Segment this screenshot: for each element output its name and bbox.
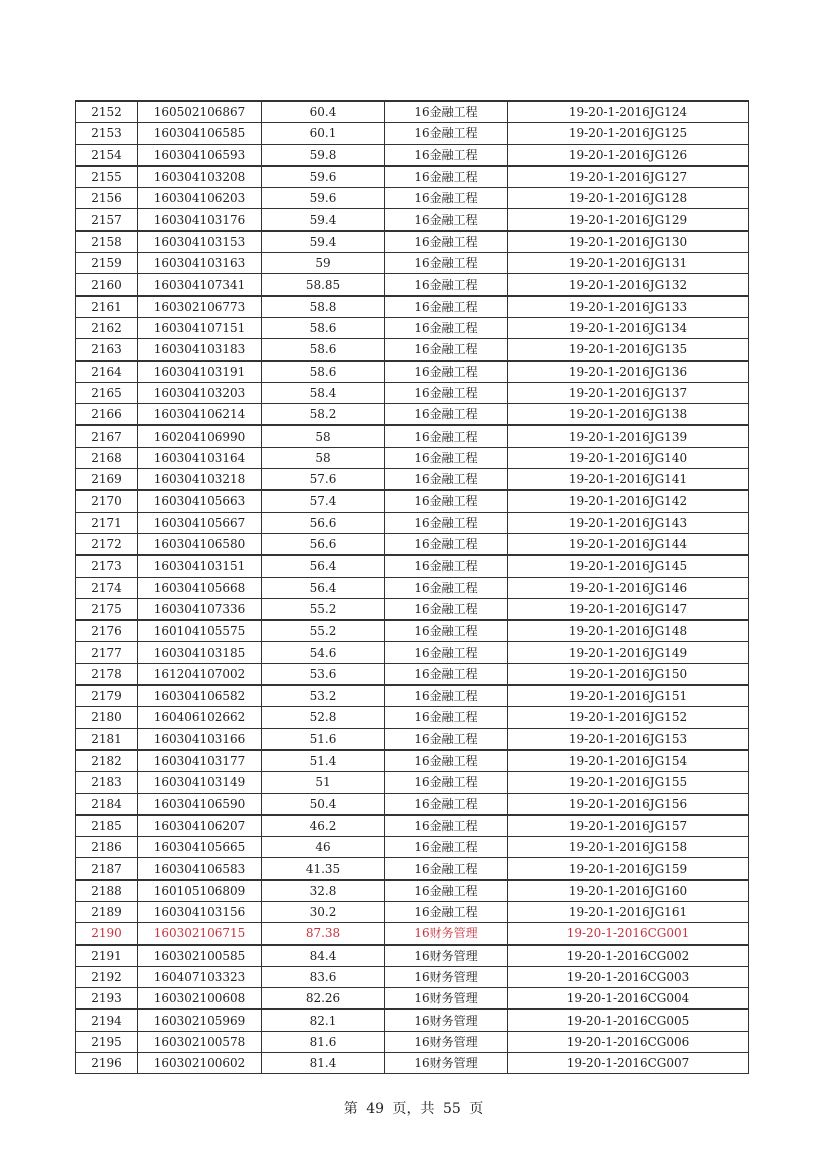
record-code-cell: 19-20-1-2016JG159 bbox=[508, 858, 749, 880]
major-class-cell: 16金融工程 bbox=[385, 772, 508, 793]
table-row bbox=[76, 598, 749, 620]
student-id-cell: 160304103166 bbox=[138, 728, 262, 750]
table-row bbox=[76, 512, 749, 533]
table-row bbox=[76, 707, 749, 728]
record-code-cell: 19-20-1-2016JG132 bbox=[508, 274, 749, 296]
row-number-cell: 2164 bbox=[76, 361, 138, 383]
major-class-cell: 16金融工程 bbox=[385, 728, 508, 750]
table-row bbox=[76, 923, 749, 945]
row-number-cell: 2196 bbox=[76, 1053, 138, 1074]
row-number-cell: 2168 bbox=[76, 447, 138, 468]
table-row bbox=[76, 988, 749, 1010]
major-class-cell: 16金融工程 bbox=[385, 317, 508, 338]
table-row bbox=[76, 750, 749, 772]
row-number-cell: 2188 bbox=[76, 880, 138, 902]
major-class-cell: 16金融工程 bbox=[385, 901, 508, 922]
student-id-cell: 160104105575 bbox=[138, 620, 262, 642]
score-cell: 50.4 bbox=[262, 793, 385, 815]
row-number-cell: 2191 bbox=[76, 945, 138, 967]
score-cell: 60.1 bbox=[262, 123, 385, 144]
score-cell: 58.6 bbox=[262, 339, 385, 361]
row-number-cell: 2186 bbox=[76, 837, 138, 858]
record-code-cell: 19-20-1-2016JG129 bbox=[508, 209, 749, 231]
record-code-cell: 19-20-1-2016JG144 bbox=[508, 533, 749, 555]
score-cell: 58.2 bbox=[262, 404, 385, 426]
student-id-cell: 160304106593 bbox=[138, 144, 262, 166]
major-class-cell: 16金融工程 bbox=[385, 707, 508, 728]
record-code-cell: 19-20-1-2016JG137 bbox=[508, 382, 749, 403]
student-id-cell: 160304103163 bbox=[138, 253, 262, 274]
score-cell: 59.8 bbox=[262, 144, 385, 166]
student-id-cell: 160304105665 bbox=[138, 837, 262, 858]
row-number-cell: 2189 bbox=[76, 901, 138, 922]
row-number-cell: 2184 bbox=[76, 793, 138, 815]
score-cell: 59.4 bbox=[262, 231, 385, 253]
major-class-cell: 16财务管理 bbox=[385, 988, 508, 1010]
student-id-cell: 160304107151 bbox=[138, 317, 262, 338]
score-cell: 59 bbox=[262, 253, 385, 274]
student-id-cell: 160304106590 bbox=[138, 793, 262, 815]
row-number-cell: 2154 bbox=[76, 144, 138, 166]
record-code-cell: 19-20-1-2016CG007 bbox=[508, 1053, 749, 1074]
student-id-cell: 160304103176 bbox=[138, 209, 262, 231]
row-number-cell: 2158 bbox=[76, 231, 138, 253]
student-id-cell: 160204106990 bbox=[138, 425, 262, 447]
student-id-cell: 160304106582 bbox=[138, 685, 262, 707]
student-id-cell: 160304105668 bbox=[138, 577, 262, 598]
record-code-cell: 19-20-1-2016CG002 bbox=[508, 945, 749, 967]
table-row bbox=[76, 837, 749, 858]
table-row bbox=[76, 209, 749, 231]
student-id-cell: 160302100578 bbox=[138, 1031, 262, 1052]
student-id-cell: 160304107336 bbox=[138, 598, 262, 620]
major-class-cell: 16金融工程 bbox=[385, 188, 508, 209]
row-number-cell: 2190 bbox=[76, 923, 138, 945]
row-number-cell: 2192 bbox=[76, 966, 138, 987]
row-number-cell: 2161 bbox=[76, 296, 138, 318]
table-row bbox=[76, 469, 749, 491]
row-number-cell: 2172 bbox=[76, 533, 138, 555]
score-cell: 87.38 bbox=[262, 923, 385, 945]
row-number-cell: 2177 bbox=[76, 642, 138, 663]
table-row bbox=[76, 642, 749, 663]
score-cell: 81.4 bbox=[262, 1053, 385, 1074]
row-number-cell: 2180 bbox=[76, 707, 138, 728]
score-cell: 58 bbox=[262, 425, 385, 447]
major-class-cell: 16金融工程 bbox=[385, 837, 508, 858]
record-code-cell: 19-20-1-2016JG142 bbox=[508, 490, 749, 512]
major-class-cell: 16金融工程 bbox=[385, 577, 508, 598]
table-row bbox=[76, 296, 749, 318]
student-id-cell: 160304103177 bbox=[138, 750, 262, 772]
student-id-cell: 160304103208 bbox=[138, 166, 262, 188]
student-id-cell: 160304106583 bbox=[138, 858, 262, 880]
student-id-cell: 160304106580 bbox=[138, 533, 262, 555]
table-row bbox=[76, 123, 749, 144]
major-class-cell: 16金融工程 bbox=[385, 750, 508, 772]
major-class-cell: 16金融工程 bbox=[385, 144, 508, 166]
record-code-cell: 19-20-1-2016JG136 bbox=[508, 361, 749, 383]
score-cell: 53.6 bbox=[262, 663, 385, 685]
table-row bbox=[76, 901, 749, 922]
student-id-cell: 160304107341 bbox=[138, 274, 262, 296]
student-id-cell: 160304103185 bbox=[138, 642, 262, 663]
table-row bbox=[76, 447, 749, 468]
record-code-cell: 19-20-1-2016JG155 bbox=[508, 772, 749, 793]
table-row bbox=[76, 144, 749, 166]
table-row bbox=[76, 533, 749, 555]
record-code-cell: 19-20-1-2016JG141 bbox=[508, 469, 749, 491]
row-number-cell: 2156 bbox=[76, 188, 138, 209]
score-cell: 83.6 bbox=[262, 966, 385, 987]
student-id-cell: 160105106809 bbox=[138, 880, 262, 902]
row-number-cell: 2170 bbox=[76, 490, 138, 512]
student-id-cell: 161204107002 bbox=[138, 663, 262, 685]
record-code-cell: 19-20-1-2016JG147 bbox=[508, 598, 749, 620]
student-id-cell: 160304105663 bbox=[138, 490, 262, 512]
score-cell: 82.26 bbox=[262, 988, 385, 1010]
major-class-cell: 16金融工程 bbox=[385, 793, 508, 815]
major-class-cell: 16金融工程 bbox=[385, 512, 508, 533]
table-row bbox=[76, 382, 749, 403]
student-id-cell: 160302105969 bbox=[138, 1009, 262, 1031]
major-class-cell: 16金融工程 bbox=[385, 880, 508, 902]
student-id-cell: 160302100585 bbox=[138, 945, 262, 967]
student-id-cell: 160304103164 bbox=[138, 447, 262, 468]
table-row bbox=[76, 577, 749, 598]
student-id-cell: 160407103323 bbox=[138, 966, 262, 987]
row-number-cell: 2182 bbox=[76, 750, 138, 772]
table-row bbox=[76, 858, 749, 880]
score-cell: 58.6 bbox=[262, 361, 385, 383]
major-class-cell: 16金融工程 bbox=[385, 166, 508, 188]
row-number-cell: 2169 bbox=[76, 469, 138, 491]
row-number-cell: 2157 bbox=[76, 209, 138, 231]
score-cell: 32.8 bbox=[262, 880, 385, 902]
record-code-cell: 19-20-1-2016CG005 bbox=[508, 1009, 749, 1031]
row-number-cell: 2171 bbox=[76, 512, 138, 533]
score-cell: 82.1 bbox=[262, 1009, 385, 1031]
record-code-cell: 19-20-1-2016JG160 bbox=[508, 880, 749, 902]
table-row bbox=[76, 815, 749, 837]
score-cell: 59.4 bbox=[262, 209, 385, 231]
record-code-cell: 19-20-1-2016JG151 bbox=[508, 685, 749, 707]
score-cell: 41.35 bbox=[262, 858, 385, 880]
student-id-cell: 160302100602 bbox=[138, 1053, 262, 1074]
row-number-cell: 2183 bbox=[76, 772, 138, 793]
table-row bbox=[76, 188, 749, 209]
student-id-cell: 160304106214 bbox=[138, 404, 262, 426]
table-row bbox=[76, 620, 749, 642]
row-number-cell: 2193 bbox=[76, 988, 138, 1010]
student-id-cell: 160304103153 bbox=[138, 231, 262, 253]
score-cell: 60.4 bbox=[262, 101, 385, 123]
row-number-cell: 2194 bbox=[76, 1009, 138, 1031]
major-class-cell: 16金融工程 bbox=[385, 296, 508, 318]
row-number-cell: 2175 bbox=[76, 598, 138, 620]
score-cell: 58.8 bbox=[262, 296, 385, 318]
score-cell: 57.6 bbox=[262, 469, 385, 491]
record-code-cell: 19-20-1-2016JG138 bbox=[508, 404, 749, 426]
record-code-cell: 19-20-1-2016JG148 bbox=[508, 620, 749, 642]
table-row bbox=[76, 490, 749, 512]
table-row bbox=[76, 1031, 749, 1052]
record-code-cell: 19-20-1-2016JG149 bbox=[508, 642, 749, 663]
table-row bbox=[76, 166, 749, 188]
row-number-cell: 2179 bbox=[76, 685, 138, 707]
student-id-cell: 160406102662 bbox=[138, 707, 262, 728]
row-number-cell: 2166 bbox=[76, 404, 138, 426]
major-class-cell: 16金融工程 bbox=[385, 253, 508, 274]
major-class-cell: 16金融工程 bbox=[385, 555, 508, 577]
major-class-cell: 16财务管理 bbox=[385, 1031, 508, 1052]
record-code-cell: 19-20-1-2016JG154 bbox=[508, 750, 749, 772]
score-cell: 30.2 bbox=[262, 901, 385, 922]
record-code-cell: 19-20-1-2016JG130 bbox=[508, 231, 749, 253]
row-number-cell: 2152 bbox=[76, 101, 138, 123]
row-number-cell: 2155 bbox=[76, 166, 138, 188]
major-class-cell: 16金融工程 bbox=[385, 620, 508, 642]
record-code-cell: 19-20-1-2016JG150 bbox=[508, 663, 749, 685]
table-row bbox=[76, 966, 749, 987]
major-class-cell: 16财务管理 bbox=[385, 1053, 508, 1074]
record-code-cell: 19-20-1-2016JG152 bbox=[508, 707, 749, 728]
page-footer: 第 49 页，共 55 页 bbox=[343, 1101, 484, 1117]
score-cell: 52.8 bbox=[262, 707, 385, 728]
major-class-cell: 16金融工程 bbox=[385, 598, 508, 620]
student-id-cell: 160304103218 bbox=[138, 469, 262, 491]
record-code-cell: 19-20-1-2016JG134 bbox=[508, 317, 749, 338]
major-class-cell: 16金融工程 bbox=[385, 663, 508, 685]
student-id-cell: 160302106773 bbox=[138, 296, 262, 318]
table-row bbox=[76, 1009, 749, 1031]
major-class-cell: 16金融工程 bbox=[385, 231, 508, 253]
score-cell: 55.2 bbox=[262, 620, 385, 642]
table-row bbox=[76, 274, 749, 296]
student-id-cell: 160302100608 bbox=[138, 988, 262, 1010]
student-id-cell: 160304105667 bbox=[138, 512, 262, 533]
major-class-cell: 16金融工程 bbox=[385, 469, 508, 491]
major-class-cell: 16金融工程 bbox=[385, 123, 508, 144]
score-cell: 58.4 bbox=[262, 382, 385, 403]
record-code-cell: 19-20-1-2016JG158 bbox=[508, 837, 749, 858]
student-id-cell: 160304106207 bbox=[138, 815, 262, 837]
major-class-cell: 16金融工程 bbox=[385, 404, 508, 426]
student-id-cell: 160304106203 bbox=[138, 188, 262, 209]
student-id-cell: 160304103183 bbox=[138, 339, 262, 361]
major-class-cell: 16金融工程 bbox=[385, 425, 508, 447]
row-number-cell: 2181 bbox=[76, 728, 138, 750]
student-id-cell: 160302106715 bbox=[138, 923, 262, 945]
row-number-cell: 2163 bbox=[76, 339, 138, 361]
score-cell: 58 bbox=[262, 447, 385, 468]
major-class-cell: 16金融工程 bbox=[385, 101, 508, 123]
record-code-cell: 19-20-1-2016JG153 bbox=[508, 728, 749, 750]
record-code-cell: 19-20-1-2016JG135 bbox=[508, 339, 749, 361]
record-code-cell: 19-20-1-2016JG145 bbox=[508, 555, 749, 577]
record-code-cell: 19-20-1-2016CG001 bbox=[508, 923, 749, 945]
major-class-cell: 16金融工程 bbox=[385, 533, 508, 555]
score-cell: 56.4 bbox=[262, 577, 385, 598]
major-class-cell: 16金融工程 bbox=[385, 815, 508, 837]
score-cell: 55.2 bbox=[262, 598, 385, 620]
score-cell: 56.6 bbox=[262, 512, 385, 533]
record-code-cell: 19-20-1-2016CG004 bbox=[508, 988, 749, 1010]
record-code-cell: 19-20-1-2016JG157 bbox=[508, 815, 749, 837]
major-class-cell: 16金融工程 bbox=[385, 209, 508, 231]
score-cell: 56.6 bbox=[262, 533, 385, 555]
score-cell: 58.6 bbox=[262, 317, 385, 338]
row-number-cell: 2165 bbox=[76, 382, 138, 403]
row-number-cell: 2195 bbox=[76, 1031, 138, 1052]
major-class-cell: 16金融工程 bbox=[385, 858, 508, 880]
score-cell: 56.4 bbox=[262, 555, 385, 577]
major-class-cell: 16金融工程 bbox=[385, 642, 508, 663]
student-id-cell: 160304103156 bbox=[138, 901, 262, 922]
table-row bbox=[76, 231, 749, 253]
row-number-cell: 2160 bbox=[76, 274, 138, 296]
student-id-cell: 160304103191 bbox=[138, 361, 262, 383]
row-number-cell: 2185 bbox=[76, 815, 138, 837]
row-number-cell: 2167 bbox=[76, 425, 138, 447]
table-row bbox=[76, 728, 749, 750]
record-code-cell: 19-20-1-2016JG156 bbox=[508, 793, 749, 815]
major-class-cell: 16金融工程 bbox=[385, 490, 508, 512]
table-row bbox=[76, 555, 749, 577]
record-code-cell: 19-20-1-2016JG126 bbox=[508, 144, 749, 166]
table-row bbox=[76, 945, 749, 967]
major-class-cell: 16财务管理 bbox=[385, 1009, 508, 1031]
student-id-cell: 160304106585 bbox=[138, 123, 262, 144]
row-number-cell: 2162 bbox=[76, 317, 138, 338]
student-id-cell: 160304103151 bbox=[138, 555, 262, 577]
major-class-cell: 16金融工程 bbox=[385, 339, 508, 361]
score-cell: 58.85 bbox=[262, 274, 385, 296]
major-class-cell: 16财务管理 bbox=[385, 945, 508, 967]
record-code-cell: 19-20-1-2016JG146 bbox=[508, 577, 749, 598]
table-row bbox=[76, 425, 749, 447]
record-code-cell: 19-20-1-2016JG143 bbox=[508, 512, 749, 533]
student-id-cell: 160502106867 bbox=[138, 101, 262, 123]
row-number-cell: 2174 bbox=[76, 577, 138, 598]
table-row bbox=[76, 880, 749, 902]
record-code-cell: 19-20-1-2016JG124 bbox=[508, 101, 749, 123]
score-cell: 51.4 bbox=[262, 750, 385, 772]
score-cell: 57.4 bbox=[262, 490, 385, 512]
record-code-cell: 19-20-1-2016JG125 bbox=[508, 123, 749, 144]
table-row bbox=[76, 404, 749, 426]
row-number-cell: 2178 bbox=[76, 663, 138, 685]
record-code-cell: 19-20-1-2016JG131 bbox=[508, 253, 749, 274]
major-class-cell: 16金融工程 bbox=[385, 361, 508, 383]
table-row bbox=[76, 1053, 749, 1074]
record-code-cell: 19-20-1-2016JG127 bbox=[508, 166, 749, 188]
score-cell: 84.4 bbox=[262, 945, 385, 967]
student-id-cell: 160304103149 bbox=[138, 772, 262, 793]
score-cell: 46.2 bbox=[262, 815, 385, 837]
score-table bbox=[75, 100, 749, 1074]
row-number-cell: 2153 bbox=[76, 123, 138, 144]
major-class-cell: 16金融工程 bbox=[385, 685, 508, 707]
score-cell: 51.6 bbox=[262, 728, 385, 750]
table-row bbox=[76, 772, 749, 793]
record-code-cell: 19-20-1-2016JG139 bbox=[508, 425, 749, 447]
table-row bbox=[76, 793, 749, 815]
row-number-cell: 2173 bbox=[76, 555, 138, 577]
row-number-cell: 2187 bbox=[76, 858, 138, 880]
student-id-cell: 160304103203 bbox=[138, 382, 262, 403]
record-code-cell: 19-20-1-2016JG133 bbox=[508, 296, 749, 318]
table-row bbox=[76, 253, 749, 274]
score-cell: 59.6 bbox=[262, 166, 385, 188]
record-code-cell: 19-20-1-2016JG161 bbox=[508, 901, 749, 922]
score-cell: 59.6 bbox=[262, 188, 385, 209]
score-cell: 51 bbox=[262, 772, 385, 793]
score-cell: 46 bbox=[262, 837, 385, 858]
record-code-cell: 19-20-1-2016JG140 bbox=[508, 447, 749, 468]
major-class-cell: 16金融工程 bbox=[385, 382, 508, 403]
record-code-cell: 19-20-1-2016JG128 bbox=[508, 188, 749, 209]
table-row bbox=[76, 339, 749, 361]
record-code-cell: 19-20-1-2016CG006 bbox=[508, 1031, 749, 1052]
score-cell: 81.6 bbox=[262, 1031, 385, 1052]
major-class-cell: 16金融工程 bbox=[385, 447, 508, 468]
major-class-cell: 16金融工程 bbox=[385, 274, 508, 296]
score-cell: 54.6 bbox=[262, 642, 385, 663]
major-class-cell: 16财务管理 bbox=[385, 923, 508, 945]
table-row bbox=[76, 101, 749, 123]
table-row bbox=[76, 685, 749, 707]
table-row bbox=[76, 317, 749, 338]
score-cell: 53.2 bbox=[262, 685, 385, 707]
record-code-cell: 19-20-1-2016CG003 bbox=[508, 966, 749, 987]
table-row bbox=[76, 663, 749, 685]
row-number-cell: 2176 bbox=[76, 620, 138, 642]
table-row bbox=[76, 361, 749, 383]
major-class-cell: 16财务管理 bbox=[385, 966, 508, 987]
table-body bbox=[76, 101, 749, 1074]
row-number-cell: 2159 bbox=[76, 253, 138, 274]
